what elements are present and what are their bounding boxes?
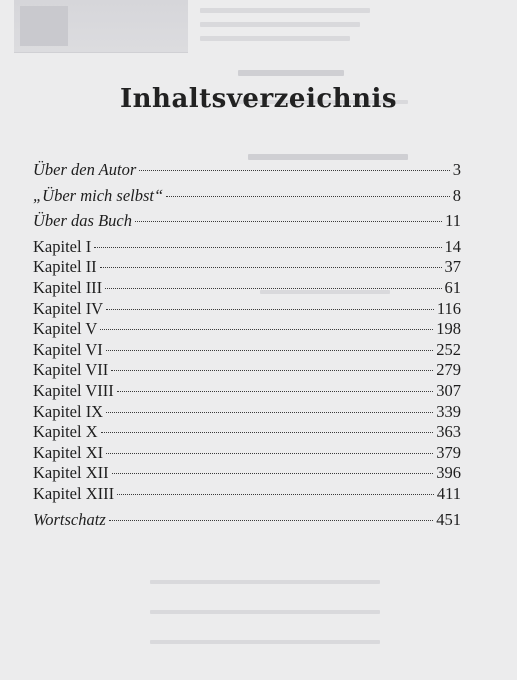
toc-entry-label: Kapitel V — [33, 319, 98, 339]
toc-entry-page-number: 198 — [436, 319, 461, 339]
dot-leader — [100, 329, 433, 330]
bleed-through-text — [200, 8, 370, 13]
dot-leader — [94, 247, 441, 248]
bleed-through-text — [200, 22, 360, 27]
toc-entry-label: Wortschatz — [33, 509, 106, 529]
dot-leader — [166, 196, 450, 197]
toc-entry — [33, 422, 461, 443]
toc-entry-label: Über das Buch — [33, 211, 132, 231]
table-of-contents — [33, 160, 461, 530]
toc-entry — [33, 463, 461, 484]
toc-entry-page-number: 279 — [436, 360, 461, 380]
toc-entry-label: Kapitel XIII — [33, 483, 115, 503]
dot-leader — [106, 350, 433, 351]
toc-entry — [33, 319, 461, 340]
toc-entry-label: Kapitel I — [33, 236, 92, 256]
dot-leader — [117, 391, 433, 392]
toc-entry-label: Kapitel XII — [33, 463, 109, 483]
dot-leader — [106, 309, 434, 310]
dot-leader — [109, 520, 434, 521]
toc-entry-page-number: 411 — [436, 483, 461, 503]
toc-entry — [33, 484, 461, 505]
bleed-through-text — [238, 70, 344, 76]
toc-entry-page-number: 363 — [436, 422, 461, 442]
toc-entry-label: Kapitel IV — [33, 298, 104, 318]
dot-leader — [139, 170, 449, 171]
toc-entry-page-number: 61 — [444, 277, 461, 297]
toc-entry-page-number: 252 — [436, 339, 461, 359]
toc-entry-page-number: 14 — [444, 236, 461, 256]
toc-entry — [33, 360, 461, 381]
toc-entry-page-number: 451 — [436, 509, 461, 529]
toc-entry — [33, 299, 461, 320]
toc-entry — [33, 257, 461, 278]
dot-leader — [112, 473, 434, 474]
dot-leader — [135, 221, 442, 222]
dot-leader — [100, 267, 442, 268]
toc-entry-page-number: 379 — [436, 442, 461, 462]
dot-leader — [106, 412, 433, 413]
toc-entry-label: Kapitel X — [33, 422, 98, 442]
page-title: Inhaltsverzeichnis — [119, 84, 398, 114]
toc-entry — [33, 186, 461, 207]
toc-entry-label: Kapitel IX — [33, 401, 104, 421]
toc-entry-label: Kapitel VI — [33, 339, 103, 359]
toc-entry-label: Kapitel III — [33, 277, 103, 297]
toc-entry-page-number: 116 — [436, 298, 461, 318]
toc-entry-label: Kapitel XI — [33, 442, 104, 462]
toc-entry — [33, 510, 461, 531]
bleed-through-text — [150, 580, 380, 584]
toc-entry-label: „Über mich selbst“ — [33, 185, 164, 205]
toc-entry — [33, 381, 461, 402]
toc-entry — [33, 211, 461, 232]
toc-entry — [33, 340, 461, 361]
toc-entry-page-number: 8 — [452, 185, 461, 205]
bleed-through-text — [200, 36, 350, 41]
dot-leader — [117, 494, 434, 495]
toc-entry-label: Kapitel II — [33, 257, 97, 277]
dot-leader — [111, 370, 433, 371]
bleed-through-text — [150, 640, 380, 644]
toc-entry — [33, 402, 461, 423]
toc-entry-label: Kapitel VII — [33, 360, 109, 380]
toc-entry-page-number: 3 — [452, 160, 461, 179]
toc-entry — [33, 278, 461, 299]
toc-entry-page-number: 37 — [444, 257, 461, 277]
toc-entry — [33, 443, 461, 464]
toc-entry-label: Über den Autor — [33, 160, 137, 179]
dot-leader — [106, 453, 433, 454]
toc-entry-page-number: 307 — [436, 380, 461, 400]
dot-leader — [101, 432, 434, 433]
toc-entry-page-number: 396 — [436, 463, 461, 483]
bleed-through-text — [150, 610, 380, 614]
toc-entry-page-number: 339 — [436, 401, 461, 421]
bleed-through-cover-image — [14, 0, 188, 53]
toc-entry-label: Kapitel VIII — [33, 380, 114, 400]
toc-entry — [33, 237, 461, 258]
dot-leader — [105, 288, 441, 289]
toc-entry-page-number: 11 — [445, 211, 461, 231]
toc-entry — [33, 160, 461, 181]
